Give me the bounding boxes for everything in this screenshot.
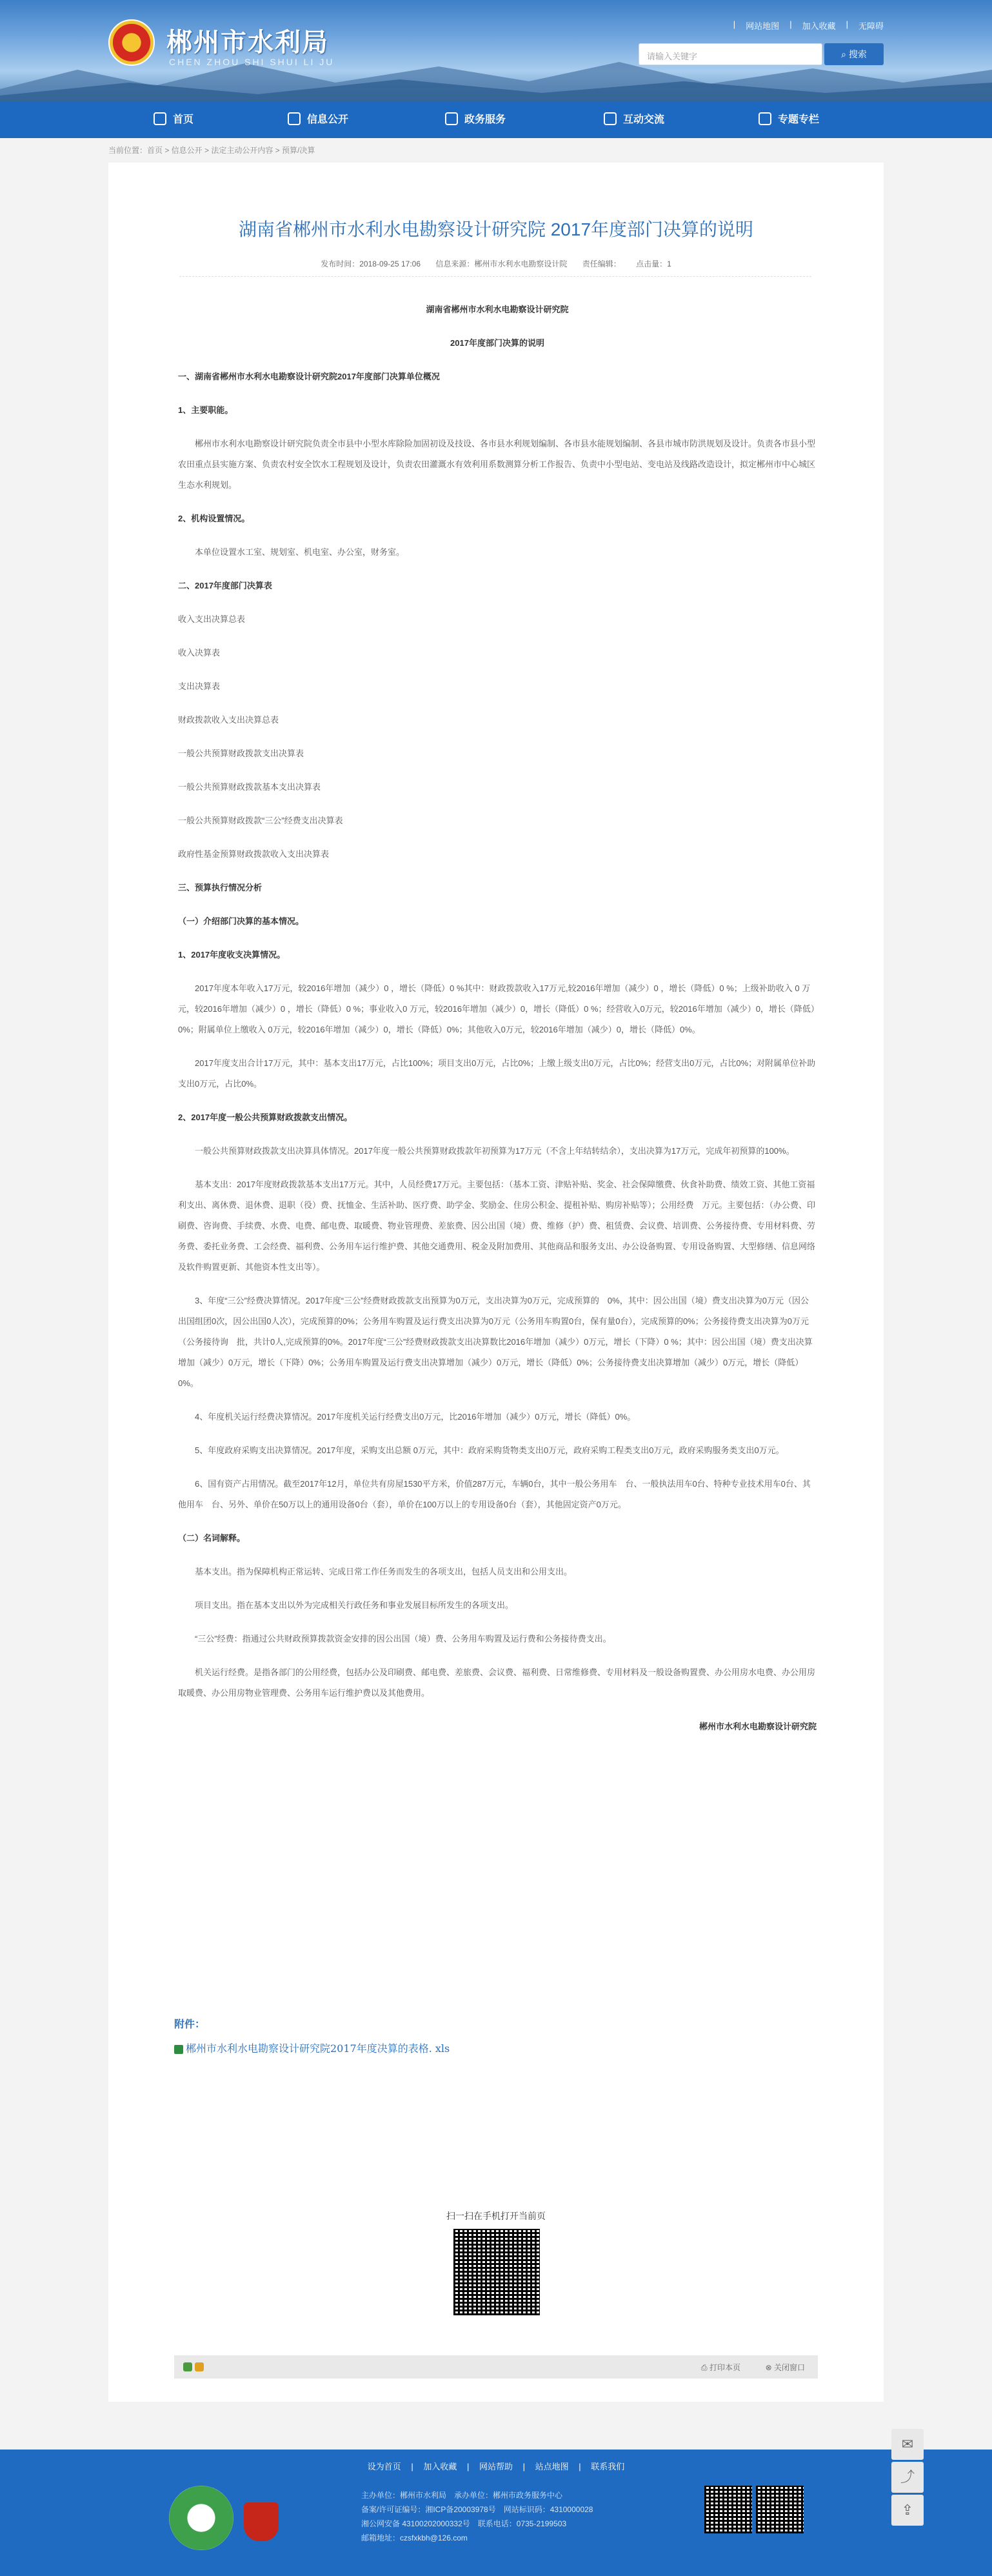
article-paragraph: （二）名词解释。 (178, 1533, 246, 1543)
nav-label: 专题专栏 (778, 114, 820, 125)
article-card (108, 163, 884, 2402)
separator: | (579, 2462, 581, 2471)
publish-time: 发布时间：2018-09-25 17:06 (321, 259, 421, 268)
nav-interaction[interactable] (604, 102, 664, 138)
editor: 责任编辑： (582, 259, 621, 268)
qr-code-icon (453, 2229, 540, 2315)
article-paragraph: 一般公共预算财政拨款支出决算表 (178, 749, 304, 758)
article-meta (108, 258, 884, 269)
email-info: 邮箱地址：czsfxkbh@126.com (361, 2533, 468, 2542)
document-icon (288, 112, 301, 125)
footer-link-bookmark[interactable]: 加入收藏 (423, 2462, 457, 2471)
close-button[interactable] (766, 2362, 805, 2373)
nav-info-public[interactable] (288, 102, 348, 138)
article-paragraph: 5、年度政府采购支出决算情况。2017年度，采购支出总额 0万元，其中：政府采购货物类支出0万元，政府采购工程类支出0万元，政府采购服务类支出0万元。 (195, 1445, 784, 1455)
article-paragraph: “三公”经费：指通过公共财政预算拨款资金安排的因公出国（境）费、公务用车购置及运行费和公务接待费支出。 (195, 1634, 611, 1644)
qr-caption: 扫一扫在手机打开当前页 (446, 2211, 546, 2221)
separator: | (466, 2462, 470, 2471)
separator: | (846, 19, 848, 29)
sponsor-info: 主办单位：郴州市水利局 承办单位：郴州市政务服务中心 (361, 2491, 563, 2500)
footer-link-sitemap[interactable]: 站点地图 (535, 2462, 569, 2471)
site-name: 郴州市水利局 (166, 28, 329, 57)
article-title: 湖南省郴州市水利水电勘察设计研究院 2017年度部门决算的说明 (238, 219, 754, 239)
article-paragraph: 财政拨款收入支出决算总表 (178, 715, 279, 725)
article-paragraph: 三、预算执行情况分析 (178, 883, 263, 892)
article-paragraph: 一般公共预算财政拨款支出决算具体情况。2017年度一般公共预算财政拨款年初预算为17万元（不含上年结转结余），支出决算为17万元，完成年初预算的100%。 (195, 1146, 795, 1156)
article-paragraph: 4、年度机关运行经费决算情况。2017年度机关运行经费支出0万元，比2016年增加（减少）0万元，增长（降低）0%。 (195, 1412, 636, 1422)
icp-info: 备案/许可证编号：湘ICP备20003978号 网站标识码：4310000028 (361, 2505, 593, 2514)
article-paragraph: 3、年度“三公”经费决算情况。2017年度“三公”经费财政拨款支出预算为0万元，支出决算为0万元，完成预算的 0%，其中：因公出国（境）费支出决算为0万元（因公出国组团0次，因公出国0人次），完成预算的0%；公务用车购置及运行费支出决算为0万元（公务用车购置0台，保有量0台），完成预算的0%；公务接待费支出决算为0万元（公务接待询 批，共计0人,完成预算的0%。2017年度“三公”经费财政拨款支出决算数比2016年增加（减少）0万元，增长（下降）0 %；其中：因公出国（境）费支出决算增加（减少）0万元，增长（下降）0%；公务用车购置及运行费支出决算增加（减少）0万元，增长（降低）0%；公务接待费支出决算增加（减少）0万元，增长（降低）0%。 (178, 1296, 813, 1388)
article-paragraph: 一般公共预算财政拨款“三公”经费支出决算表 (178, 816, 343, 825)
header-banner (0, 0, 992, 102)
divider (179, 276, 811, 277)
wechat-icon[interactable]: ✉ (891, 2429, 924, 2460)
excel-file-icon (174, 2045, 183, 2054)
share-wechat-icon[interactable] (183, 2362, 192, 2371)
search-button[interactable] (824, 43, 884, 65)
article-paragraph: 支出决算表 (178, 681, 221, 691)
click-count: 点击量：1 (636, 259, 671, 268)
article-paragraph: 郴州市水利水电勘察设计研究院 (699, 1722, 817, 1731)
float-toolbar (891, 2429, 924, 2528)
attachment-link[interactable] (174, 2040, 450, 2055)
article-paragraph: 项目支出。指在基本支出以外为完成相关行政任务和事业发展目标所发生的各项支出。 (195, 1600, 514, 1610)
article-paragraph: 郴州市水利水电勘察设计研究院负责全市县中小型水库除险加固初设及技设、各市县水利规划编制、各市县水能规划编制、各县市城市防洪规划及设计。负责各市县小型农田重点县实施方案、负责农村安全饮水工程规划及设计，负责农田灌溉水有效利用系数测算分析工作报告、负责中小型电站、变电站及线路改造设计，拟定郴州市中心城区生态水利规划。 (178, 439, 816, 490)
separator: | (789, 19, 792, 29)
action-bar (174, 2355, 818, 2379)
police-record: 湘公网安备 43100202000332号 联系电话：0735-2199503 (361, 2519, 567, 2528)
bookmark-link[interactable]: 加入收藏 (802, 21, 836, 31)
article-paragraph: 湖南省郴州市水利水电勘察设计研究院 (426, 305, 569, 314)
top-links (733, 19, 884, 32)
home-icon (154, 112, 166, 125)
print-button[interactable] (701, 2362, 740, 2373)
attachment-name: 郴州市水利水电勘察设计研究院2017年度决算的表格. xls (186, 2042, 450, 2055)
article-paragraph: 2、机构设置情况。 (178, 514, 250, 523)
separator: | (733, 19, 736, 29)
gov-website-badge-icon[interactable] (169, 2486, 233, 2550)
article-paragraph: 2017年度支出合计17万元，其中：基本支出17万元，占比100%；项目支出0万元，占比0%；上缴上级支出0万元，占比0%；经营支出0万元，占比0%；对附属单位补助支出0万元，占比0%。 (178, 1058, 816, 1089)
nav-gov-service[interactable] (445, 102, 506, 138)
breadcrumb[interactable]: 当前位置：首页 > 信息公开 > 法定主动公开内容 > 预算/决算 (108, 146, 315, 155)
nav-label: 信息公开 (307, 114, 349, 125)
weibo-qr-icon (756, 2486, 804, 2533)
info-source: 信息来源：郴州市水利水电勘察设计院 (435, 259, 568, 268)
nav-special[interactable] (759, 102, 819, 138)
print-icon: ⎙ (701, 2363, 709, 2372)
national-emblem-icon (108, 19, 155, 66)
wechat-qr-icon (704, 2486, 752, 2533)
search-input[interactable]: 请输入关键字 (639, 43, 822, 65)
footer-link-contact[interactable]: 联系我们 (591, 2462, 625, 2471)
article-paragraph: 2017年度本年收入17万元，较2016年增加（减少）0 ，增长（降低）0 %其中：财政拨款收入17万元,较2016年增加（减少）0 ，增长（降低）0 %；上级补助收入 0 万元，较2016年增加（减少）0 ，增长（降低）0 %；事业收入0 万元，较2016年增加（减少）0，增长（降低）0 %；经营收入0万元，较2016年增加（减少）0，增长（降低）0%；附属单位上缴收入 0万元，较2016年增加（减少）0，增长（降低）0%；其他收入0万元，较2016年增加（减少）0，增长（降低）0%。 (178, 983, 815, 1034)
article-paragraph: 1、2017年度收支决算情况。 (178, 950, 286, 960)
separator: | (522, 2462, 526, 2471)
nav-label: 首页 (173, 114, 194, 125)
separator: | (411, 2462, 413, 2471)
article-paragraph: 一般公共预算财政拨款基本支出决算表 (178, 782, 321, 792)
article-paragraph: 收入支出决算总表 (178, 614, 246, 624)
article-paragraph: 一、湖南省郴州市水利水电勘察设计研究院2017年度部门决算单位概况 (178, 372, 440, 381)
main-nav (0, 102, 992, 138)
top-icon[interactable]: ⇪ (891, 2495, 924, 2526)
print-label: 打印本页 (709, 2363, 740, 2372)
search-icon: ⌕ (841, 49, 849, 59)
nav-home[interactable] (154, 102, 193, 138)
article-paragraph: 基本支出。指为保障机构正常运转、完成日常工作任务而发生的各项支出，包括人员支出和公用支出。 (195, 1567, 573, 1576)
accessibility-link[interactable]: 无障碍 (858, 21, 884, 31)
article-paragraph: 本单位设置水工室、规划室、机电室、办公室，财务室。 (195, 547, 405, 557)
article-paragraph: 二、2017年度部门决算表 (178, 581, 272, 590)
article-paragraph: 2、2017年度一般公共预算财政拨款支出情况。 (178, 1112, 353, 1122)
article-paragraph: 6、国有资产占用情况。截至2017年12月，单位共有房屋1530平方米，价值287万元，车辆0台，其中一般公务用车 台、一般执法用车0台、特种专业技术用车0台、其他用车 台、另外、单价在50万以上的通用设备0台（套），单价在100万以上的专用设备0台（套），其他固定资产0万元。 (178, 1479, 811, 1509)
footer (0, 2450, 992, 2576)
search-button-label: 搜索 (848, 49, 867, 59)
footer-link-help[interactable]: 网站帮助 (479, 2462, 513, 2471)
close-label: 关闭窗口 (773, 2363, 805, 2372)
nav-label: 互动交流 (623, 114, 665, 125)
layers-icon (759, 112, 771, 125)
article-paragraph: 机关运行经费。是指各部门的公用经费，包括办公及印刷费、邮电费、差旅费、会议费、福利费、日常维修费、专用材料及一般设备购置费、办公用房水电费、办公用房取暖费、办公用房物业管理费、公务用车运行维护费以及其他费用。 (178, 1667, 816, 1698)
sitemap-link[interactable]: 网站地图 (746, 21, 780, 31)
footer-links (0, 2460, 992, 2472)
edit-icon (445, 112, 458, 125)
attachment-heading: 附件： (174, 2019, 206, 2030)
close-icon: ⊗ (765, 2363, 774, 2372)
footer-info (361, 2488, 684, 2545)
article-paragraph: 1、主要职能。 (178, 405, 233, 415)
site-pinyin: CHEN ZHOU SHI SHUI LI JU (169, 57, 335, 67)
share-weibo-icon[interactable] (195, 2362, 204, 2371)
article-paragraph: 收入决算表 (178, 648, 221, 658)
article-paragraph: （一）介绍部门决算的基本情况。 (178, 916, 304, 926)
article-body (178, 299, 817, 1750)
article-paragraph: 政府性基金预算财政拨款收入支出决算表 (178, 849, 330, 859)
chat-icon (604, 112, 617, 125)
article-paragraph: 基本支出：2017年度财政拨款基本支出17万元。其中，人员经费17万元。主要包括：（基本工资、津贴补贴、奖金、社会保障缴费、伙食补助费、绩效工资、其他工资福利支出、离休费、退休费、退职（役）费、抚恤金、生活补助、医疗费、助学金、奖励金、住房公积金、提租补贴、购房补贴等）；公用经费 万元。主要包括：（办公费、印刷费、咨询费、手续费、水费、电费、邮电费、取暖费、物业管理费、差旅费、因公出国（境）费、维修（护）费、租赁费、会议费、培训费、公务接待费、专用材料费、劳务费、委托业务费、工会经费、福利费、公务用车运行维护费、其他交通费用、税金及附加费用、其他商品和服务支出、办公设备购置、专用设备购置、大型修缮、信息网络及软件购置更新、其他资本性支出等）。 (178, 1180, 816, 1272)
nav-label: 政务服务 (464, 114, 506, 125)
footer-link-home[interactable]: 设为首页 (367, 2462, 401, 2471)
article-paragraph: 2017年度部门决算的说明 (450, 338, 544, 348)
share-icon[interactable]: ⤴ (891, 2462, 924, 2493)
police-badge-icon[interactable] (244, 2502, 279, 2541)
